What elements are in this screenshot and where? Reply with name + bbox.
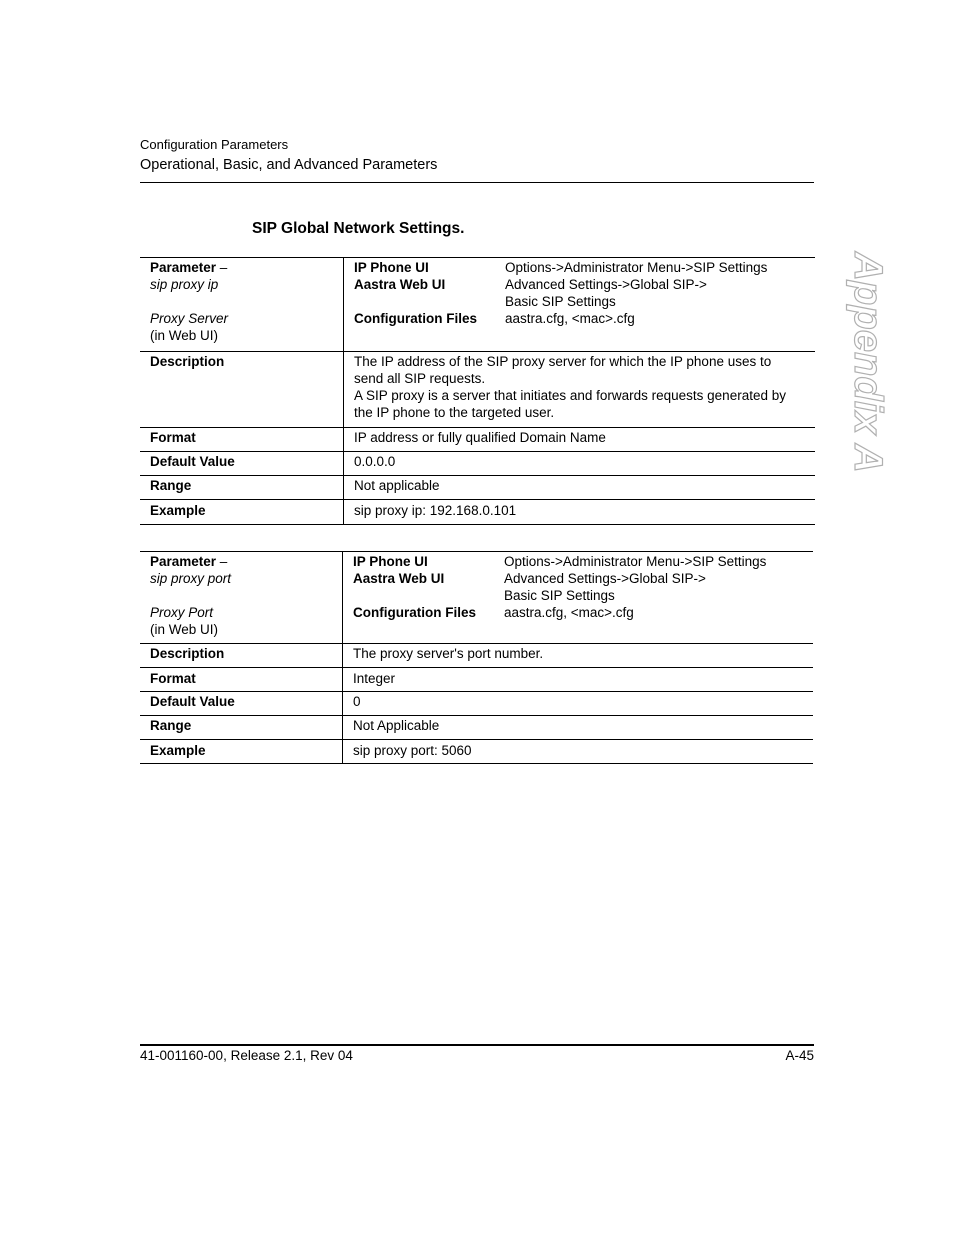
row-label: Example xyxy=(140,740,343,764)
running-header-chapter: Configuration Parameters xyxy=(140,137,289,152)
parameter-dash: – xyxy=(216,554,228,569)
description-line: A SIP proxy is a server that initiates and forwards requests generated by xyxy=(354,388,786,403)
row-value: Integer xyxy=(343,668,814,692)
ui-value: aastra.cfg, <mac>.cfg xyxy=(505,311,635,326)
appendix-side-tab-text: Appendix A xyxy=(846,252,890,473)
ui-key: Configuration Files xyxy=(354,311,477,326)
ui-value: Advanced Settings->Global SIP-> xyxy=(505,277,707,292)
parameter-label: Parameter xyxy=(150,554,217,569)
parameter-cell xyxy=(140,258,344,352)
ui-key: Configuration Files xyxy=(353,605,476,620)
row-label: Default Value xyxy=(140,692,343,716)
ui-value: Options->Administrator Menu->SIP Settings xyxy=(504,554,767,569)
appendix-side-tab-graphic xyxy=(815,250,890,473)
row-value: 0 xyxy=(343,692,814,716)
web-ui-note: (in Web UI) xyxy=(150,328,219,343)
parameter-label: Parameter xyxy=(150,260,217,275)
row-label: Description xyxy=(140,644,343,668)
web-ui-note: (in Web UI) xyxy=(150,622,219,637)
appendix-side-tab xyxy=(815,250,890,473)
row-value: IP address or fully qualified Domain Name xyxy=(344,428,816,452)
ui-value: Advanced Settings->Global SIP-> xyxy=(504,571,706,586)
footer-page-number: A-45 xyxy=(785,1048,814,1063)
parameter-name: sip proxy port xyxy=(150,571,232,586)
ui-value: Basic SIP Settings xyxy=(505,294,616,309)
parameter-table-sip-proxy-ip xyxy=(140,257,815,525)
row-label: Range xyxy=(140,476,344,500)
row-value: sip proxy ip: 192.168.0.101 xyxy=(344,500,816,525)
row-value: sip proxy port: 5060 xyxy=(343,740,814,764)
ui-key xyxy=(353,587,504,604)
header-rule xyxy=(140,182,814,183)
row-label: Default Value xyxy=(140,452,344,476)
ui-key: Aastra Web UI xyxy=(354,277,446,292)
web-ui-name: Proxy Server xyxy=(150,311,229,326)
ui-location-cell xyxy=(343,552,814,644)
parameter-name: sip proxy ip xyxy=(150,277,219,292)
web-ui-name: Proxy Port xyxy=(150,605,214,620)
row-label: Format xyxy=(140,428,344,452)
parameter-cell xyxy=(140,552,343,644)
row-label: Example xyxy=(140,500,344,525)
ui-value: Options->Administrator Menu->SIP Settings xyxy=(505,260,768,275)
row-label: Range xyxy=(140,716,343,740)
ui-value: aastra.cfg, <mac>.cfg xyxy=(504,605,634,620)
description-line: The IP address of the SIP proxy server for which the IP phone uses to xyxy=(354,354,772,369)
parameter-table-sip-proxy-port xyxy=(140,551,813,764)
row-value: Not Applicable xyxy=(343,716,814,740)
row-label: Description xyxy=(140,352,344,428)
row-label: Format xyxy=(140,668,343,692)
footer-rule xyxy=(140,1044,814,1046)
section-title: SIP Global Network Settings. xyxy=(252,220,465,237)
row-value: Not applicable xyxy=(344,476,816,500)
ui-key: Aastra Web UI xyxy=(353,571,445,586)
row-value xyxy=(344,352,816,428)
description-line: the IP phone to the targeted user. xyxy=(354,405,555,420)
ui-key xyxy=(354,293,505,310)
row-value: The proxy server's port number. xyxy=(343,644,814,668)
ui-key: IP Phone UI xyxy=(353,554,428,569)
running-header-section: Operational, Basic, and Advanced Parameters xyxy=(140,157,438,173)
row-value: 0.0.0.0 xyxy=(344,452,816,476)
description-line: send all SIP requests. xyxy=(354,371,486,386)
ui-location-cell xyxy=(344,258,816,352)
footer-doc-id: 41-001160-00, Release 2.1, Rev 04 xyxy=(140,1048,353,1063)
ui-key: IP Phone UI xyxy=(354,260,429,275)
ui-value: Basic SIP Settings xyxy=(504,588,615,603)
parameter-dash: – xyxy=(216,260,228,275)
